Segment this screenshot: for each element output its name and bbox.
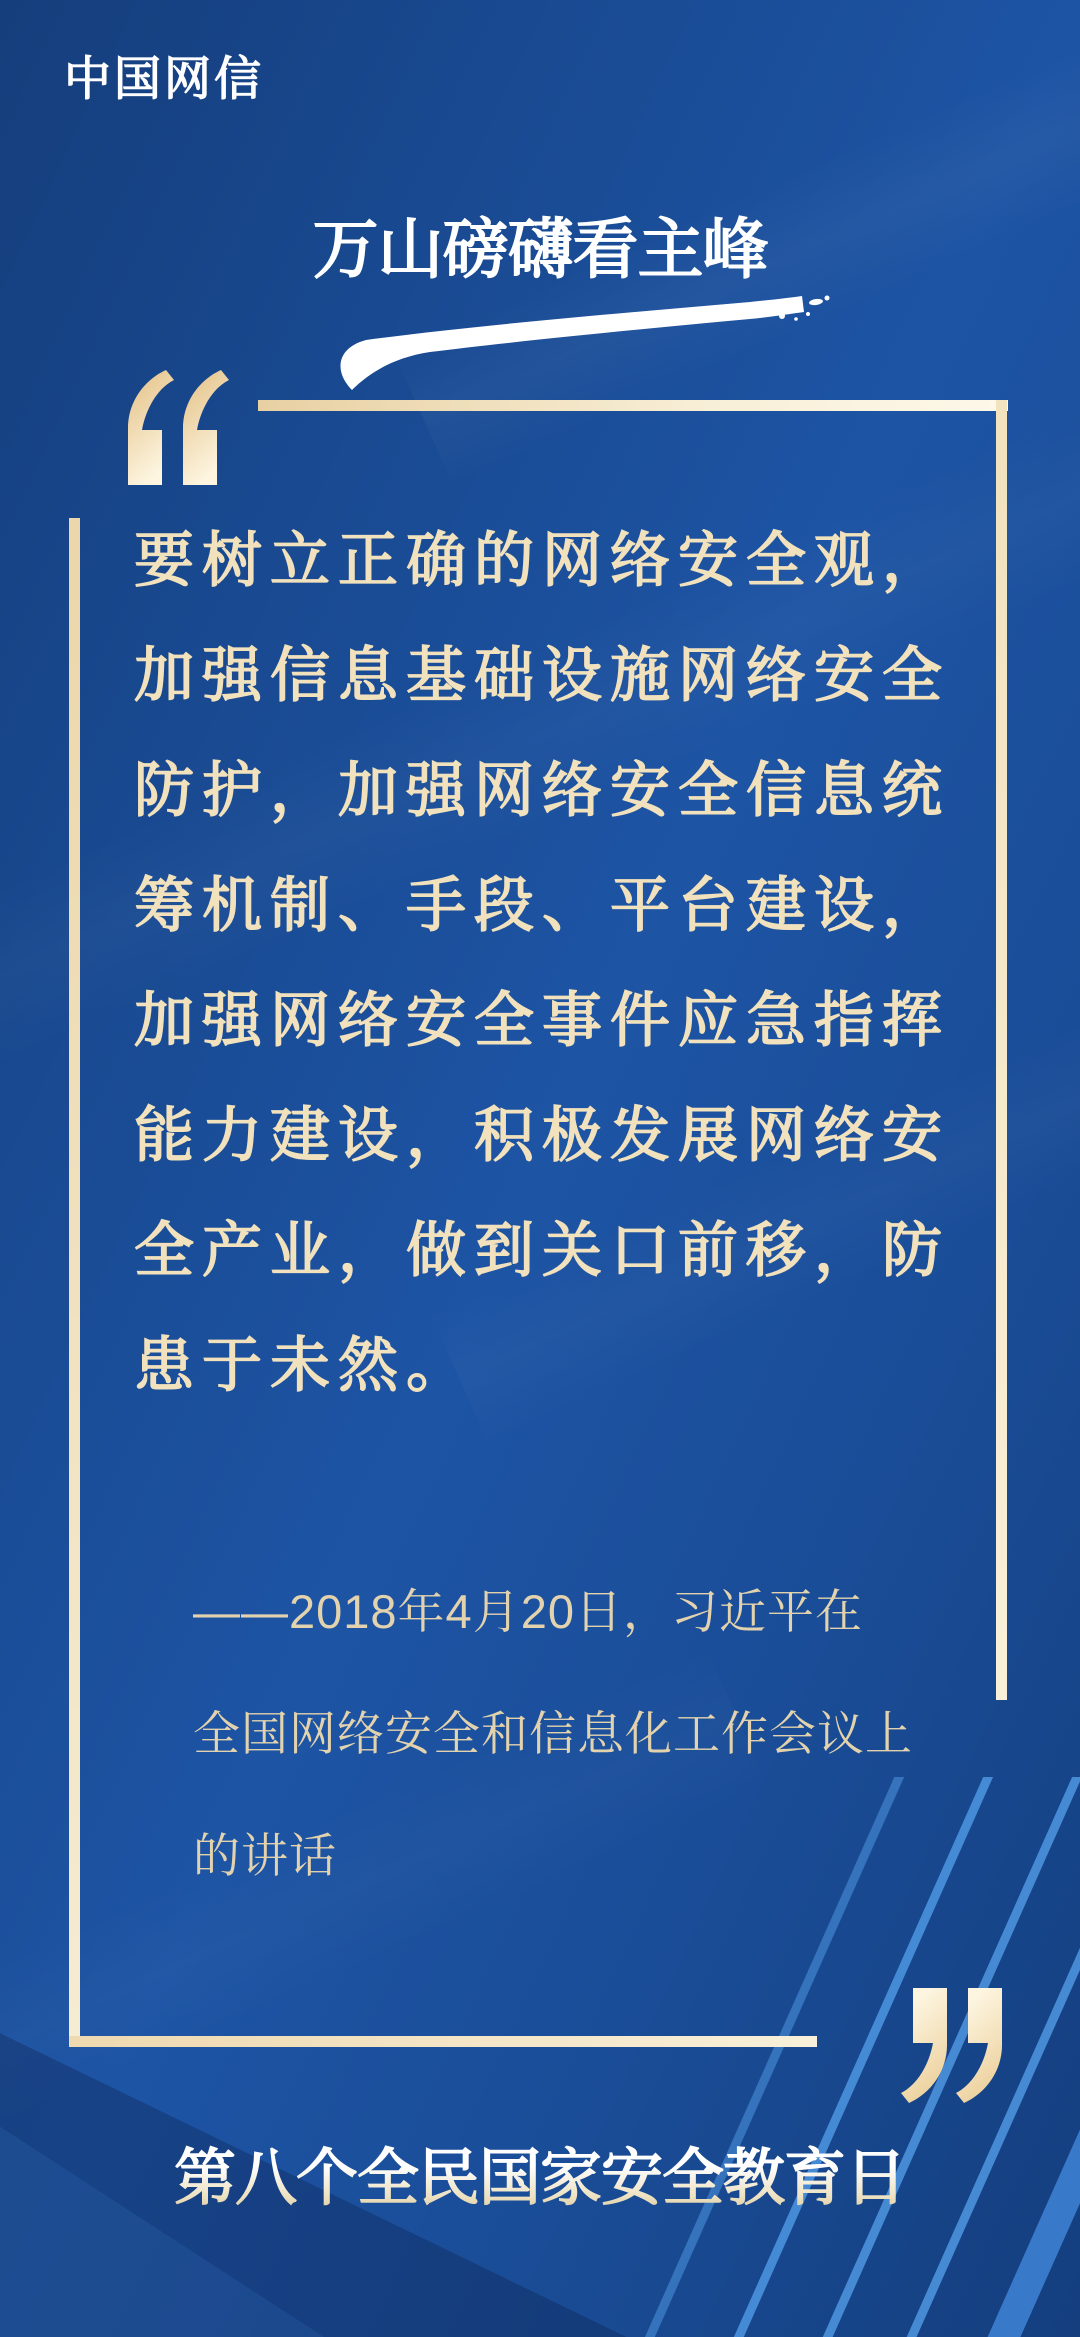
quote-text	[134, 503, 1014, 1423]
quote-attribution	[193, 1551, 1013, 1917]
quote-line: 加强信息基础设施网络安全	[134, 642, 950, 709]
footer-title: 第八个全民国家安全教育日	[0, 2128, 1080, 2217]
page-title: 万山磅礴看主峰	[312, 212, 768, 286]
frame-line-left	[69, 518, 80, 2047]
brush-stroke-icon	[330, 288, 830, 398]
quote-line: 筹机制、手段、平台建设，	[134, 872, 950, 939]
frame-line-bottom	[69, 2036, 817, 2047]
attribution-line: ——2018年4月20日，习近平在	[193, 1585, 863, 1638]
attribution-line: 的讲话	[193, 1829, 337, 1882]
open-quote-icon	[128, 368, 232, 488]
quote-line: 能力建设，积极发展网络安	[134, 1102, 950, 1169]
quote-line: 患于未然。	[134, 1332, 474, 1399]
quote-line: 全产业，做到关口前移，防	[134, 1217, 950, 1284]
frame-line-top	[258, 400, 1008, 411]
close-quote-icon	[898, 1985, 1002, 2105]
attribution-line: 全国网络安全和信息化工作会议上	[193, 1707, 913, 1760]
brand-logo: 中国网信	[64, 52, 264, 105]
quote-line: 要树立正确的网络安全观，	[134, 527, 950, 594]
quote-line: 防护，加强网络安全信息统	[134, 757, 950, 824]
quote-line: 加强网络安全事件应急指挥	[134, 987, 950, 1054]
